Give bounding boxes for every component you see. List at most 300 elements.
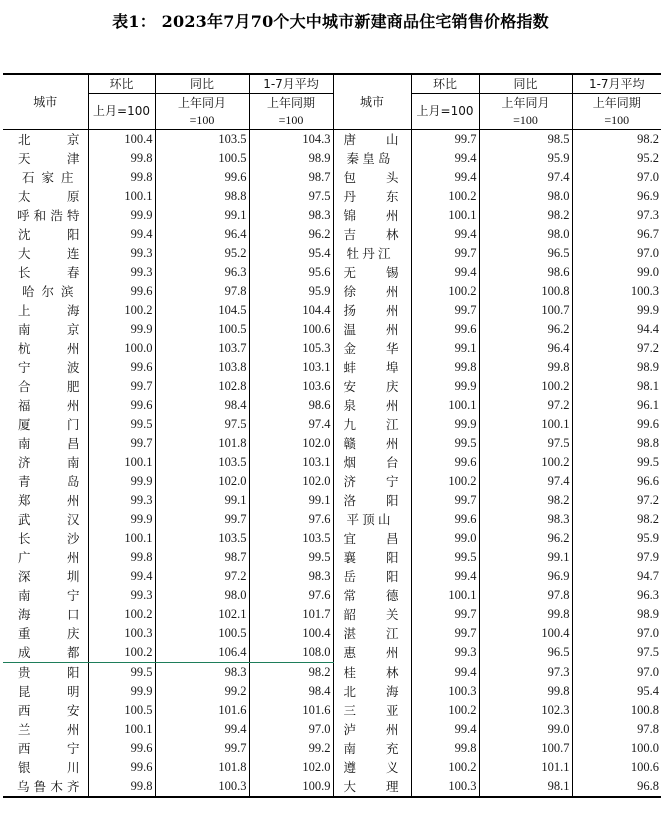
mom-value-left: 99.8 xyxy=(88,777,155,797)
mom-value-left: 99.9 xyxy=(88,206,155,225)
table-row xyxy=(3,358,661,377)
ytd-base-left-line2: =100 xyxy=(278,112,304,127)
mom-value-right: 100.3 xyxy=(411,777,479,797)
yoy-value-right: 99.1 xyxy=(479,548,572,567)
city-name-right: 秦皇岛 xyxy=(333,149,411,168)
ytd-value-right: 96.8 xyxy=(572,777,661,797)
mom-value-left: 100.2 xyxy=(88,301,155,320)
ytd-value-right: 94.7 xyxy=(572,567,661,586)
city-name-left: 乌鲁木齐 xyxy=(17,779,80,794)
yoy-value-right: 95.9 xyxy=(479,149,572,168)
table-row xyxy=(3,282,661,301)
mom-value-right: 99.7 xyxy=(411,244,479,263)
table-row xyxy=(3,586,661,605)
yoy-value-left: 103.5 xyxy=(155,529,249,548)
city-name-left: 沈阳 xyxy=(18,227,80,242)
city-name-left: 昆明 xyxy=(18,684,80,699)
ytd-value-left: 99.2 xyxy=(249,739,333,758)
yoy-value-left: 98.7 xyxy=(155,548,249,567)
yoy-header-right: 同比 xyxy=(479,74,572,94)
ytd-value-left: 100.6 xyxy=(249,320,333,339)
mom-value-left: 99.7 xyxy=(88,377,155,396)
city-name-right: 温州 xyxy=(333,320,411,339)
ytd-value-right: 99.0 xyxy=(572,263,661,282)
yoy-value-right: 99.8 xyxy=(479,682,572,701)
ytd-value-right: 97.3 xyxy=(572,206,661,225)
city-name-left: 广州 xyxy=(18,550,80,565)
city-name-right: 宜昌 xyxy=(333,529,411,548)
yoy-value-right: 99.8 xyxy=(479,605,572,624)
ytd-value-right: 100.0 xyxy=(572,739,661,758)
ytd-value-right: 99.6 xyxy=(572,415,661,434)
city-column-header-right: 城市 xyxy=(333,74,411,130)
mom-value-right: 99.9 xyxy=(411,377,479,396)
ytd-value-left: 102.0 xyxy=(249,434,333,453)
city-name-right: 桂林 xyxy=(333,663,411,683)
ytd-value-left: 98.4 xyxy=(249,682,333,701)
city-name-left: 银川 xyxy=(18,760,80,775)
mom-value-left: 99.3 xyxy=(88,491,155,510)
mom-value-left: 99.8 xyxy=(88,168,155,187)
ytd-value-right: 99.5 xyxy=(572,453,661,472)
ytd-value-left: 103.6 xyxy=(249,377,333,396)
city-name-right: 无锡 xyxy=(333,263,411,282)
mom-value-right: 99.4 xyxy=(411,168,479,187)
ytd-value-right: 96.1 xyxy=(572,396,661,415)
ytd-value-left: 97.5 xyxy=(249,187,333,206)
ytd-value-left: 99.5 xyxy=(249,548,333,567)
yoy-value-right: 100.2 xyxy=(479,377,572,396)
city-name-right: 牡丹江 xyxy=(333,244,411,263)
table-row xyxy=(3,415,661,434)
yoy-value-right: 99.8 xyxy=(479,358,572,377)
yoy-value-right: 98.1 xyxy=(479,777,572,797)
yoy-value-right: 100.7 xyxy=(479,301,572,320)
yoy-value-left: 103.7 xyxy=(155,339,249,358)
city-name-left: 西宁 xyxy=(18,741,80,756)
city-name-left: 南昌 xyxy=(18,436,80,451)
table-row xyxy=(3,758,661,777)
mom-header-right: 环比 xyxy=(411,74,479,94)
mom-value-left: 100.1 xyxy=(88,529,155,548)
table-row xyxy=(3,225,661,244)
table-row xyxy=(3,529,661,548)
mom-value-right: 99.4 xyxy=(411,149,479,168)
mom-value-left: 99.5 xyxy=(88,663,155,683)
table-row xyxy=(3,567,661,586)
city-name-right: 吉林 xyxy=(333,225,411,244)
ytd-value-right: 96.3 xyxy=(572,586,661,605)
yoy-value-left: 99.6 xyxy=(155,168,249,187)
ytd-header-left: 1-7月平均 xyxy=(249,74,333,94)
city-name-right: 湛江 xyxy=(333,624,411,643)
mom-value-right: 100.2 xyxy=(411,187,479,206)
yoy-value-left: 101.8 xyxy=(155,434,249,453)
yoy-base-left xyxy=(155,94,249,130)
city-name-right: 扬州 xyxy=(333,301,411,320)
yoy-value-right: 100.4 xyxy=(479,624,572,643)
yoy-value-right: 102.3 xyxy=(479,701,572,720)
mom-value-left: 99.8 xyxy=(88,548,155,567)
ytd-base-left-line1: 上年同期 xyxy=(266,95,315,110)
city-name-left: 呼和浩特 xyxy=(17,208,80,223)
city-name-left: 济南 xyxy=(18,455,80,470)
ytd-value-right: 98.8 xyxy=(572,434,661,453)
yoy-base-right-line1: 上年同月 xyxy=(501,95,550,110)
ytd-value-left: 98.9 xyxy=(249,149,333,168)
mom-base-right: 上月=100 xyxy=(411,94,479,130)
mom-value-left: 100.1 xyxy=(88,187,155,206)
yoy-value-left: 96.3 xyxy=(155,263,249,282)
mom-value-right: 99.6 xyxy=(411,453,479,472)
ytd-value-left: 98.2 xyxy=(249,663,333,683)
mom-value-right: 99.7 xyxy=(411,301,479,320)
table-row xyxy=(3,682,661,701)
yoy-value-right: 96.4 xyxy=(479,339,572,358)
ytd-value-right: 96.6 xyxy=(572,472,661,491)
ytd-value-right: 97.0 xyxy=(572,244,661,263)
mom-value-right: 99.6 xyxy=(411,320,479,339)
city-name-left: 太原 xyxy=(18,189,80,204)
mom-value-right: 99.4 xyxy=(411,720,479,739)
ytd-base-right xyxy=(572,94,661,130)
yoy-value-left: 97.5 xyxy=(155,415,249,434)
city-name-right: 惠州 xyxy=(333,643,411,663)
mom-value-left: 99.4 xyxy=(88,225,155,244)
mom-value-left: 99.3 xyxy=(88,244,155,263)
ytd-value-right: 94.4 xyxy=(572,320,661,339)
yoy-value-left: 98.4 xyxy=(155,396,249,415)
yoy-value-left: 97.8 xyxy=(155,282,249,301)
yoy-value-left: 102.0 xyxy=(155,472,249,491)
ytd-base-right-line1: 上年同期 xyxy=(592,95,641,110)
mom-value-right: 99.7 xyxy=(411,130,479,150)
mom-value-left: 99.4 xyxy=(88,567,155,586)
table-row xyxy=(3,643,661,663)
ytd-value-left: 102.0 xyxy=(249,758,333,777)
yoy-value-left: 103.5 xyxy=(155,130,249,150)
ytd-value-left: 103.1 xyxy=(249,453,333,472)
yoy-value-right: 100.7 xyxy=(479,739,572,758)
ytd-value-right: 96.7 xyxy=(572,225,661,244)
yoy-value-left: 99.7 xyxy=(155,739,249,758)
table-row xyxy=(3,605,661,624)
ytd-value-left: 100.4 xyxy=(249,624,333,643)
yoy-value-left: 103.5 xyxy=(155,453,249,472)
mom-value-right: 99.4 xyxy=(411,567,479,586)
yoy-value-right: 99.0 xyxy=(479,720,572,739)
mom-value-left: 99.9 xyxy=(88,510,155,529)
table-row xyxy=(3,130,661,150)
yoy-value-right: 97.2 xyxy=(479,396,572,415)
yoy-value-left: 101.6 xyxy=(155,701,249,720)
mom-value-right: 99.5 xyxy=(411,434,479,453)
ytd-value-right: 97.9 xyxy=(572,548,661,567)
table-row xyxy=(3,472,661,491)
yoy-value-right: 97.8 xyxy=(479,586,572,605)
mom-value-right: 100.1 xyxy=(411,586,479,605)
ytd-value-left: 98.3 xyxy=(249,567,333,586)
ytd-value-left: 104.4 xyxy=(249,301,333,320)
table-row xyxy=(3,168,661,187)
mom-value-left: 100.3 xyxy=(88,624,155,643)
ytd-value-right: 97.2 xyxy=(572,491,661,510)
ytd-value-left: 95.9 xyxy=(249,282,333,301)
ytd-value-left: 103.1 xyxy=(249,358,333,377)
city-name-left: 长沙 xyxy=(18,531,80,546)
city-name-left: 宁波 xyxy=(18,360,80,375)
yoy-value-right: 98.2 xyxy=(479,206,572,225)
mom-value-right: 100.2 xyxy=(411,701,479,720)
yoy-value-left: 96.4 xyxy=(155,225,249,244)
table-row xyxy=(3,206,661,225)
city-name-right: 九江 xyxy=(333,415,411,434)
city-name-left: 上海 xyxy=(18,303,80,318)
yoy-base-left-line1: 上年同月 xyxy=(177,95,226,110)
ytd-value-left: 103.5 xyxy=(249,529,333,548)
table-row xyxy=(3,739,661,758)
ytd-value-left: 96.2 xyxy=(249,225,333,244)
city-name-right: 韶关 xyxy=(333,605,411,624)
mom-value-left: 99.6 xyxy=(88,396,155,415)
ytd-value-right: 95.9 xyxy=(572,529,661,548)
yoy-value-right: 96.2 xyxy=(479,529,572,548)
city-name-right: 洛阳 xyxy=(333,491,411,510)
mom-value-left: 100.4 xyxy=(88,130,155,150)
ytd-value-left: 101.6 xyxy=(249,701,333,720)
mom-value-left: 99.6 xyxy=(88,758,155,777)
mom-value-left: 99.3 xyxy=(88,586,155,605)
table-row xyxy=(3,339,661,358)
city-name-right: 襄阳 xyxy=(333,548,411,567)
yoy-value-right: 98.3 xyxy=(479,510,572,529)
table-row xyxy=(3,149,661,168)
table-row xyxy=(3,301,661,320)
city-name-right: 金华 xyxy=(333,339,411,358)
city-name-left: 西安 xyxy=(18,703,80,718)
city-name-right: 岳阳 xyxy=(333,567,411,586)
ytd-value-right: 100.6 xyxy=(572,758,661,777)
city-name-left: 石家庄 xyxy=(22,170,74,185)
mom-value-right: 99.5 xyxy=(411,548,479,567)
mom-value-right: 99.4 xyxy=(411,663,479,683)
mom-value-left: 100.5 xyxy=(88,701,155,720)
city-name-right: 唐山 xyxy=(333,130,411,150)
city-name-left: 长春 xyxy=(18,265,80,280)
yoy-value-left: 100.5 xyxy=(155,320,249,339)
city-name-right: 丹东 xyxy=(333,187,411,206)
table-row xyxy=(3,244,661,263)
city-name-right: 徐州 xyxy=(333,282,411,301)
yoy-header-left: 同比 xyxy=(155,74,249,94)
ytd-value-left: 97.6 xyxy=(249,510,333,529)
city-name-right: 南充 xyxy=(333,739,411,758)
yoy-value-right: 98.2 xyxy=(479,491,572,510)
city-name-left: 贵阳 xyxy=(18,665,80,680)
city-name-right: 安庆 xyxy=(333,377,411,396)
ytd-value-right: 98.1 xyxy=(572,377,661,396)
yoy-value-left: 98.0 xyxy=(155,586,249,605)
yoy-value-left: 99.1 xyxy=(155,491,249,510)
mom-value-left: 99.3 xyxy=(88,263,155,282)
mom-value-right: 99.4 xyxy=(411,263,479,282)
mom-value-left: 100.2 xyxy=(88,605,155,624)
ytd-value-left: 98.6 xyxy=(249,396,333,415)
ytd-header-right: 1-7月平均 xyxy=(572,74,661,94)
city-name-left: 青岛 xyxy=(18,474,80,489)
city-name-right: 平顶山 xyxy=(333,510,411,529)
mom-value-right: 100.3 xyxy=(411,682,479,701)
table-row xyxy=(3,491,661,510)
city-name-left: 武汉 xyxy=(18,512,80,527)
table-row xyxy=(3,510,661,529)
ytd-value-left: 97.0 xyxy=(249,720,333,739)
city-name-right: 三亚 xyxy=(333,701,411,720)
yoy-value-left: 103.8 xyxy=(155,358,249,377)
yoy-value-right: 96.2 xyxy=(479,320,572,339)
table-row xyxy=(3,701,661,720)
ytd-value-right: 98.9 xyxy=(572,358,661,377)
city-name-right: 赣州 xyxy=(333,434,411,453)
city-name-right: 泸州 xyxy=(333,720,411,739)
city-name-left: 成都 xyxy=(3,643,88,663)
yoy-value-left: 101.8 xyxy=(155,758,249,777)
ytd-value-left: 97.4 xyxy=(249,415,333,434)
mom-value-right: 99.9 xyxy=(411,415,479,434)
mom-value-right: 100.1 xyxy=(411,206,479,225)
yoy-value-right: 96.5 xyxy=(479,244,572,263)
table-row xyxy=(3,777,661,797)
ytd-value-right: 100.3 xyxy=(572,282,661,301)
yoy-base-left-line2: =100 xyxy=(189,112,215,127)
yoy-value-left: 99.7 xyxy=(155,510,249,529)
yoy-base-right xyxy=(479,94,572,130)
table-body xyxy=(3,130,661,798)
city-name-right: 烟台 xyxy=(333,453,411,472)
ytd-value-left: 95.6 xyxy=(249,263,333,282)
ytd-value-right: 95.4 xyxy=(572,682,661,701)
ytd-value-right: 97.0 xyxy=(572,663,661,683)
mom-value-left: 99.8 xyxy=(88,149,155,168)
ytd-value-right: 97.0 xyxy=(572,168,661,187)
mom-value-right: 99.8 xyxy=(411,739,479,758)
yoy-base-right-line2: =100 xyxy=(513,112,538,127)
city-name-left: 厦门 xyxy=(18,417,80,432)
yoy-value-left: 102.1 xyxy=(155,605,249,624)
ytd-value-right: 98.2 xyxy=(572,510,661,529)
yoy-value-left: 106.4 xyxy=(155,643,249,663)
ytd-value-right: 100.8 xyxy=(572,701,661,720)
table-row xyxy=(3,187,661,206)
table-row xyxy=(3,396,661,415)
table-row xyxy=(3,453,661,472)
city-name-left: 深圳 xyxy=(18,569,80,584)
city-name-left: 重庆 xyxy=(18,626,80,641)
yoy-value-right: 96.5 xyxy=(479,643,572,663)
mom-value-left: 99.6 xyxy=(88,282,155,301)
city-name-left: 郑州 xyxy=(18,493,80,508)
yoy-value-left: 99.2 xyxy=(155,682,249,701)
table-row xyxy=(3,377,661,396)
mom-value-right: 99.8 xyxy=(411,358,479,377)
mom-value-right: 99.7 xyxy=(411,491,479,510)
yoy-value-right: 97.4 xyxy=(479,168,572,187)
city-name-right: 遵义 xyxy=(333,758,411,777)
mom-value-right: 100.2 xyxy=(411,282,479,301)
city-name-right: 常德 xyxy=(333,586,411,605)
city-name-left: 海口 xyxy=(18,607,80,622)
city-name-left: 福州 xyxy=(18,398,80,413)
ytd-value-right: 95.2 xyxy=(572,149,661,168)
mom-value-right: 99.0 xyxy=(411,529,479,548)
ytd-value-left: 108.0 xyxy=(249,643,333,663)
table-row xyxy=(3,548,661,567)
table-row xyxy=(3,720,661,739)
city-name-left: 大连 xyxy=(18,246,80,261)
yoy-value-right: 100.8 xyxy=(479,282,572,301)
yoy-value-left: 100.5 xyxy=(155,624,249,643)
yoy-value-left: 98.8 xyxy=(155,187,249,206)
table-row xyxy=(3,263,661,282)
yoy-value-right: 97.3 xyxy=(479,663,572,683)
mom-value-left: 99.9 xyxy=(88,682,155,701)
mom-value-left: 99.9 xyxy=(88,320,155,339)
city-name-right: 锦州 xyxy=(333,206,411,225)
city-name-left: 北京 xyxy=(18,132,80,147)
table-title: 表1： 2023年7月70个大中城市新建商品住宅销售价格指数 xyxy=(112,12,549,31)
yoy-value-left: 104.5 xyxy=(155,301,249,320)
city-name-left: 杭州 xyxy=(18,341,80,356)
ytd-value-left: 102.0 xyxy=(249,472,333,491)
yoy-value-left: 95.2 xyxy=(155,244,249,263)
yoy-value-right: 98.5 xyxy=(479,130,572,150)
table-row xyxy=(3,624,661,643)
ytd-value-left: 105.3 xyxy=(249,339,333,358)
city-name-right: 济宁 xyxy=(333,472,411,491)
ytd-base-left xyxy=(249,94,333,130)
ytd-value-left: 98.3 xyxy=(249,206,333,225)
yoy-value-right: 101.1 xyxy=(479,758,572,777)
mom-value-right: 100.2 xyxy=(411,758,479,777)
price-index-table xyxy=(3,73,661,798)
yoy-value-left: 99.4 xyxy=(155,720,249,739)
ytd-value-left: 97.6 xyxy=(249,586,333,605)
yoy-value-right: 96.9 xyxy=(479,567,572,586)
table-row xyxy=(3,663,661,683)
ytd-value-right: 99.9 xyxy=(572,301,661,320)
mom-value-right: 99.7 xyxy=(411,605,479,624)
mom-value-left: 99.9 xyxy=(88,472,155,491)
city-name-left: 兰州 xyxy=(18,722,80,737)
ytd-value-right: 98.9 xyxy=(572,605,661,624)
ytd-value-right: 97.5 xyxy=(572,643,661,663)
yoy-value-left: 99.1 xyxy=(155,206,249,225)
mom-value-right: 100.2 xyxy=(411,472,479,491)
ytd-value-right: 97.0 xyxy=(572,624,661,643)
mom-value-right: 99.1 xyxy=(411,339,479,358)
mom-value-right: 99.7 xyxy=(411,624,479,643)
mom-header-left: 环比 xyxy=(88,74,155,94)
table-row xyxy=(3,320,661,339)
mom-value-left: 100.1 xyxy=(88,453,155,472)
ytd-base-right-line2: =100 xyxy=(604,112,630,127)
yoy-value-right: 98.0 xyxy=(479,225,572,244)
ytd-value-left: 101.7 xyxy=(249,605,333,624)
ytd-value-left: 100.9 xyxy=(249,777,333,797)
city-name-left: 天津 xyxy=(18,151,80,166)
ytd-value-right: 98.2 xyxy=(572,130,661,150)
yoy-value-right: 97.4 xyxy=(479,472,572,491)
